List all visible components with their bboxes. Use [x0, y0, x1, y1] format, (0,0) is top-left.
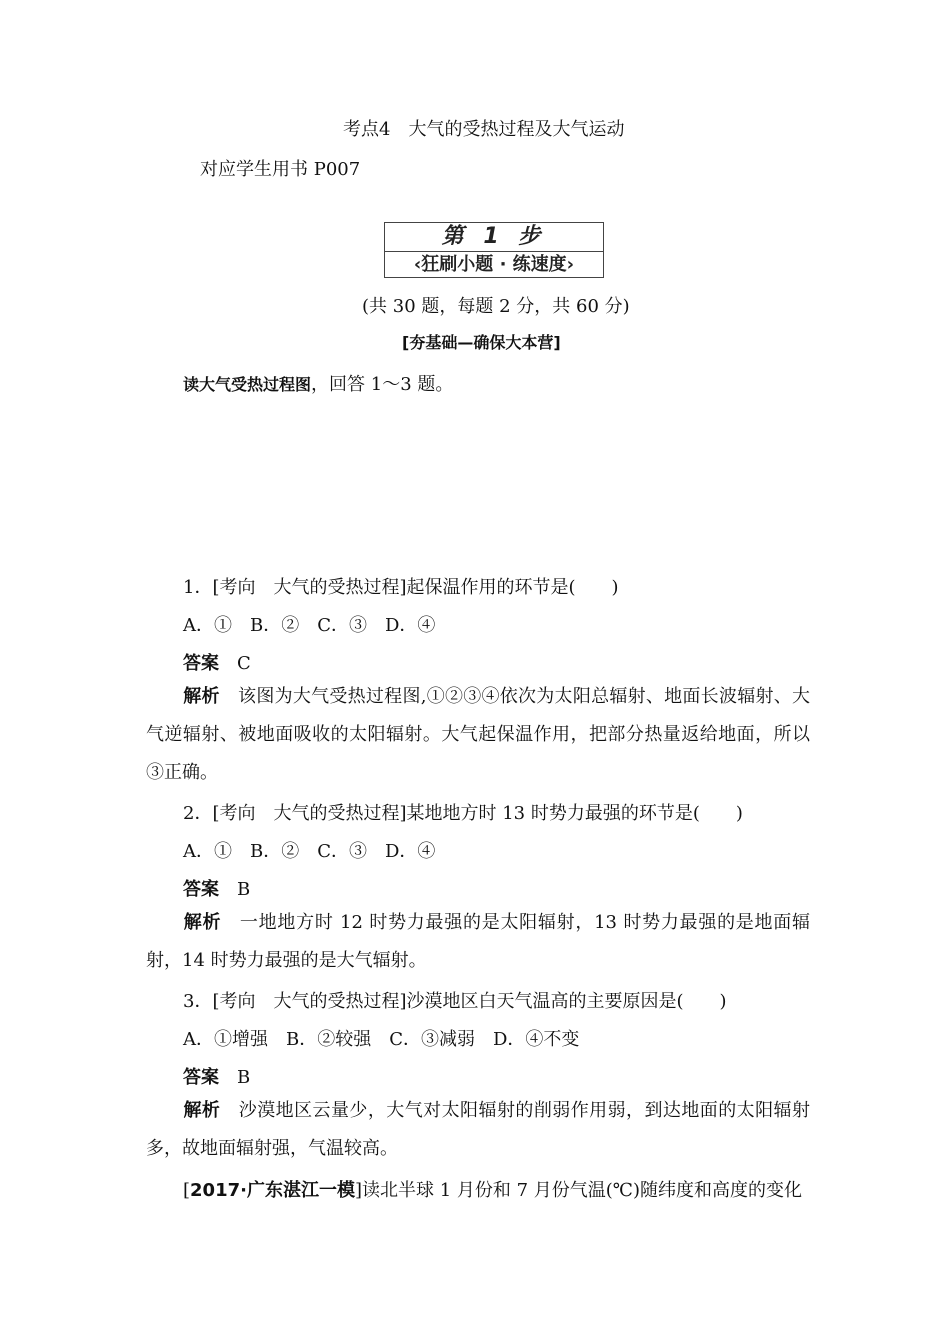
question-stem: 2．[考向 大气的受热过程]某地地方时 13 时势力最强的环节是( ) [183, 803, 743, 824]
intro-rest: ，回答 1～3 题。 [311, 374, 454, 395]
next-question-intro [183, 1176, 802, 1202]
answer-label: 答案 [183, 1067, 219, 1088]
score-note: (共 30 题，每题 2 分，共 60 分) [362, 296, 630, 317]
answer-value: B [237, 879, 251, 900]
bracket-close: ] [354, 1180, 362, 1201]
analysis-text: 沙漠地区云量少，大气对太阳辐射的削弱作用弱，到达地面的太阳辐射多，故地面辐射强，气温较高。 [146, 1100, 811, 1159]
answer-value: C [237, 653, 251, 674]
answer-label: 答案 [183, 879, 219, 900]
analysis-text: 一地地方时 12 时势力最强的是太阳辐射，13 时势力最强的是地面辐射，14 时势力最强的是大气辐射。 [146, 912, 810, 971]
bracket-open: [ [183, 1180, 191, 1201]
step-subtitle: ‹狂刷小题 · 练速度› [413, 254, 575, 275]
analysis-text: 该图为大气受热过程图,①②③④依次为太阳总辐射、地面长波辐射、大气逆辐射、被地面吸收的太阳辐射。大气起保温作用，把部分热量返给地面，所以③正确。 [146, 686, 811, 783]
analysis-paragraph [146, 1092, 810, 1168]
question-options: A．① B．② C．③ D．④ [183, 841, 436, 862]
analysis-label: 解析 [183, 912, 222, 933]
intro-bold: 读大气受热过程图 [183, 375, 312, 394]
analysis-label: 解析 [183, 686, 220, 707]
answer-line [183, 875, 250, 901]
book-reference: 对应学生用书 P007 [200, 159, 361, 180]
page-title: 考点4 大气的受热过程及大气运动 [343, 119, 625, 140]
question-options: A．① B．② C．③ D．④ [183, 615, 436, 636]
analysis-label: 解析 [183, 1100, 221, 1121]
source-label: 2017·广东湛江一模 [190, 1180, 355, 1201]
answer-line [183, 1063, 250, 1089]
section-tag: [夯基础—确保大本营] [402, 333, 561, 352]
analysis-paragraph [146, 904, 810, 980]
next-question-text: 读北半球 1 月份和 7 月份气温(℃)随纬度和高度的变化 [362, 1180, 802, 1201]
question-stem: 3．[考向 大气的受热过程]沙漠地区白天气温高的主要原因是( ) [183, 991, 727, 1012]
intro-line [183, 370, 453, 396]
question-options: A．①增强 B．②较强 C．③减弱 D．④不变 [183, 1029, 580, 1050]
answer-value: B [237, 1067, 251, 1088]
answer-line [183, 649, 251, 675]
analysis-paragraph [146, 678, 810, 792]
step-banner [384, 222, 604, 278]
step-number: 第 1 步 [385, 223, 603, 252]
answer-label: 答案 [183, 653, 219, 674]
question-stem: 1．[考向 大气的受热过程]起保温作用的环节是( ) [183, 577, 619, 598]
